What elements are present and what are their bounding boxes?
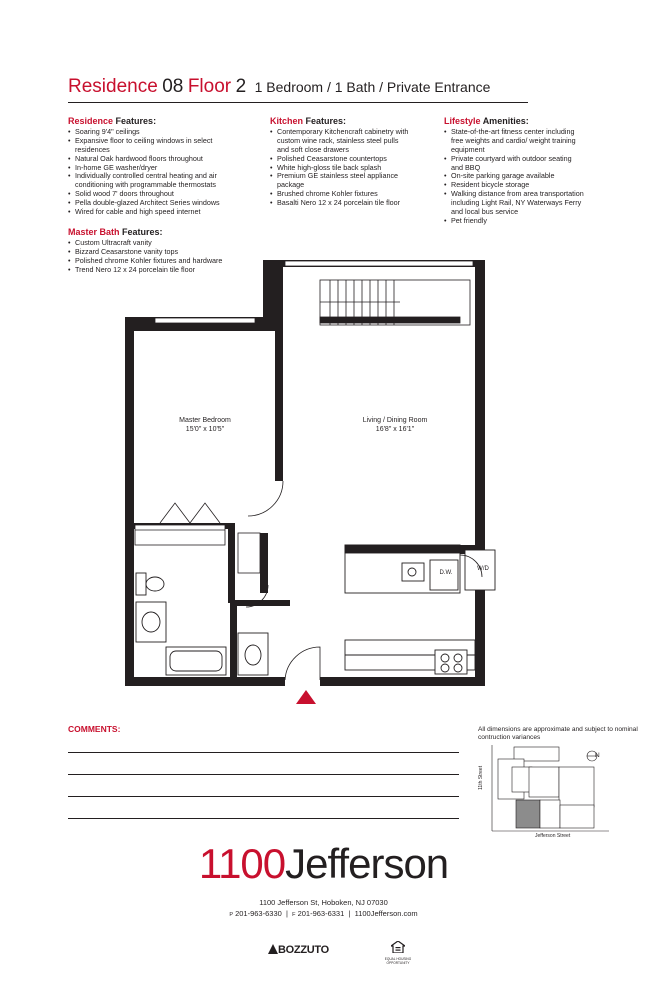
page-header — [68, 76, 528, 103]
residence-features-title: Residence Features: — [68, 116, 157, 126]
kitchen-features — [270, 117, 410, 208]
phone: 201-963-6330 — [235, 909, 282, 918]
living-dims: 16'8" x 16'1" — [375, 425, 415, 433]
list-item: • Walking distance from area transportation including Light Rail, NY Waterways Ferry and local bus service — [444, 190, 584, 217]
list-item: • Premium GE stainless steel appliance package — [270, 172, 410, 190]
list-item: • Individually controlled central heating and air conditioning with programmable thermostats — [68, 172, 238, 190]
bedroom-dims: 15'0" x 10'5" — [185, 425, 225, 433]
list-item: • Expansive floor to ceiling windows in select residences — [68, 137, 238, 155]
comment-line — [68, 752, 459, 753]
floor-plan — [120, 255, 500, 715]
list-item: • Pet friendly — [444, 217, 584, 226]
bedroom-label — [160, 417, 250, 434]
closets — [135, 503, 260, 573]
list-item: • Custom Ultracraft vanity — [68, 239, 243, 248]
stairs — [320, 280, 470, 325]
exterior-walls — [125, 260, 485, 686]
list-item: • In-home GE washer/dryer — [68, 164, 238, 173]
lifestyle-title: Lifestyle Amenities: — [444, 116, 529, 126]
residence-number: 08 — [162, 76, 184, 97]
list-item: • White high-gloss tile back splash — [270, 164, 410, 173]
comment-line — [68, 774, 459, 775]
living-label — [340, 417, 450, 434]
list-item: • Natural Oak hardwood floors throughout — [68, 155, 238, 164]
website: 1100Jefferson.com — [354, 909, 418, 918]
key-plan — [474, 745, 614, 845]
bedroom-name: Master Bedroom — [179, 417, 231, 424]
list-item: • Bizzard Ceasarstone vanity tops — [68, 248, 243, 257]
kitchen-list — [270, 128, 410, 208]
fax: 201-963-6331 — [297, 909, 345, 918]
equal-housing-logo — [384, 940, 412, 965]
comment-line — [68, 818, 459, 819]
brand-logo — [0, 840, 647, 888]
kitchen-title: Kitchen Features: — [270, 116, 347, 126]
list-item: • Wired for cable and high speed internet — [68, 208, 238, 217]
list-item: • Private courtyard with outdoor seating and BBQ — [444, 155, 584, 173]
list-item: • Pella double-glazed Architect Series windows — [68, 199, 238, 208]
list-item: • Basalti Nero 12 x 24 porcelain tile floor — [270, 199, 410, 208]
equal-housing-text: EQUAL HOUSING OPPORTUNITY — [384, 957, 412, 965]
lifestyle-list — [444, 128, 584, 226]
comment-line — [68, 796, 459, 797]
list-item: • On-site parking garage available — [444, 172, 584, 181]
unit-type: 1 Bedroom / 1 Bath / Private Entrance — [254, 79, 491, 95]
bozzuto-logo: BOZZUTO — [268, 944, 329, 956]
list-item: • Soaring 9'4" ceilings — [68, 128, 238, 137]
front-street-label: Jefferson Street — [535, 833, 571, 839]
washer-dryer-label: W/D — [477, 566, 489, 572]
dimension-note: All dimensions are approximate and subject to nominal contruction variances — [478, 726, 638, 741]
entry-arrow-icon — [296, 690, 316, 705]
list-item: • Resident bicycle storage — [444, 181, 584, 190]
list-item: • Trend Nero 12 x 24 porcelain tile floor — [68, 266, 243, 275]
brand-number: 1100 — [198, 840, 286, 887]
house-icon — [391, 941, 405, 953]
top-windows — [155, 261, 473, 323]
kitchen-counter — [345, 545, 495, 674]
residence-word: Residence — [68, 76, 158, 97]
floor-number: 2 — [235, 76, 247, 97]
bozzuto-mark-icon — [268, 944, 278, 954]
list-item: • Solid wood 7' doors throughout — [68, 190, 238, 199]
dishwasher-label: D.W. — [439, 570, 453, 576]
comments-label: COMMENTS: — [68, 724, 121, 734]
side-street-label: 11th Street — [478, 765, 484, 790]
north-label: N — [595, 752, 600, 759]
bath-fixtures — [136, 573, 268, 675]
master-bath-title: Master Bath Features: — [68, 227, 163, 237]
list-item: • Polished Ceasarstone countertops — [270, 155, 410, 164]
list-item: • Polished chrome Kohler fixtures and hardware — [68, 257, 243, 266]
list-item: • Brushed chrome Kohler fixtures — [270, 190, 410, 199]
list-item: • State-of-the-art fitness center including free weights and cardio/ weight training equipment — [444, 128, 584, 155]
list-item: • Contemporary Kitchencraft cabinetry with custom wine rack, stainless steel pulls and soft close drawers — [270, 128, 410, 155]
residence-features-list — [68, 128, 238, 217]
brand-name: Jefferson — [285, 840, 449, 887]
floor-word: Floor — [187, 76, 232, 97]
residence-features — [68, 117, 238, 217]
living-name: Living / Dining Room — [362, 417, 428, 424]
contact-line: P 201-963-6330 | F 201-963-6331 | 1100Jefferson.com — [229, 909, 418, 918]
lifestyle-amenities — [444, 117, 584, 226]
address: 1100 Jefferson St, Hoboken, NJ 07030 — [259, 898, 388, 907]
